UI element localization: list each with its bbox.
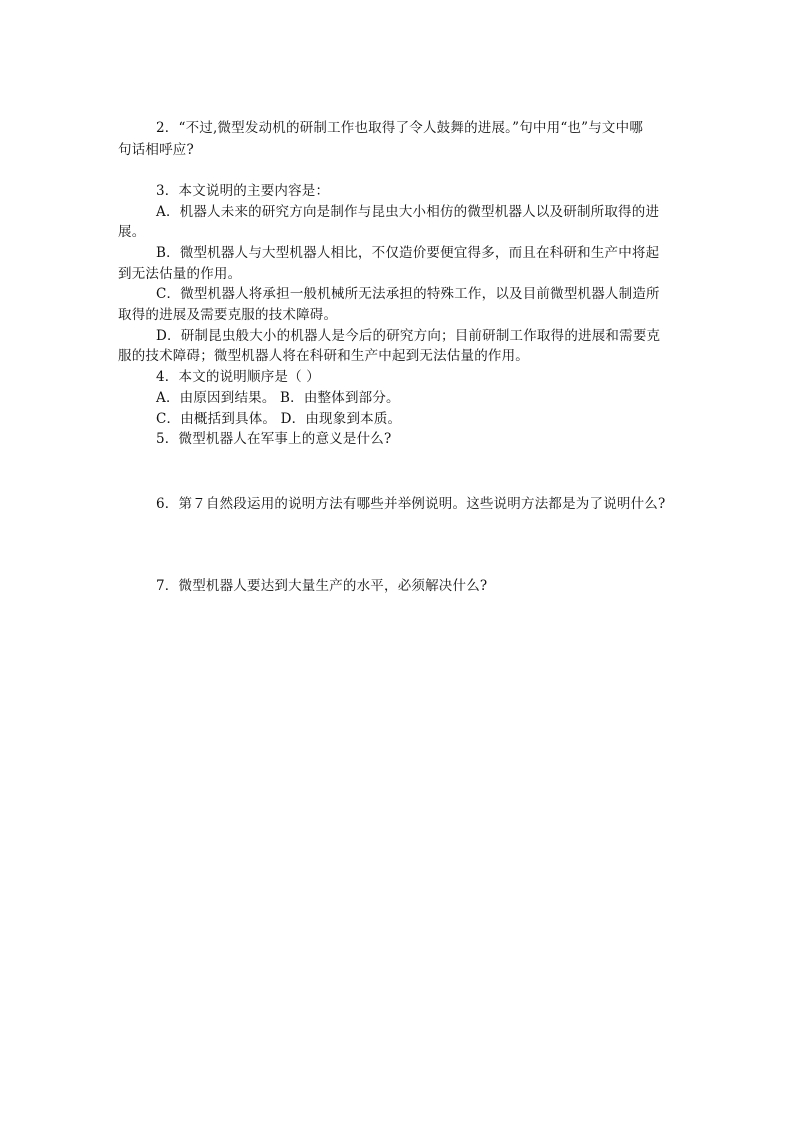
question-3-option-c-line-2: 取得的进展及需要克服的技术障碍。 [118,307,338,323]
question-3-title: 3．本文说明的主要内容是： [156,183,330,199]
question-6: 6．第７自然段运用的说明方法有哪些并举例说明。这些说明方法都是为了说明什么? [156,496,666,512]
question-4-options-a-b: A．由原因到结果。 B．由整体到部分。 [156,390,400,406]
question-3-option-d-line-2: 服的技术障碍；微型机器人将在科研和生产中起到无法估量的作用。 [118,348,529,364]
question-3-option-b-line-1: B．微型机器人与大型机器人相比，不仅造价要便宜得多，而且在科研和生产中将起 [156,245,660,261]
question-3-option-d-line-1: D．研制昆虫般大小的机器人是今后的研究方向；目前研制工作取得的进展和需要克 [156,328,661,344]
question-2-line-1: 2．“不过,微型发动机的研制工作也取得了令人鼓舞的进展。”句中用“也”与文中哪 [156,120,644,136]
question-3-option-a-line-2: 展。 [118,224,146,240]
question-3-option-a-line-1: A．机器人未来的研究方向是制作与昆虫大小相仿的微型机器人以及研制所取得的进 [156,204,660,220]
question-3-option-c-line-1: C．微型机器人将承担一般机械所无法承担的特殊工作，以及目前微型机器人制造所 [156,286,660,302]
question-4-title: 4．本文的说明顺序是（ ） [156,369,320,385]
question-2-line-2: 句话相呼应? [118,142,194,158]
question-7: 7．微型机器人要达到大量生产的水平，必须解决什么? [156,578,488,594]
question-3-option-b-line-2: 到无法估量的作用。 [118,266,242,282]
question-5: 5．微型机器人在军事上的意义是什么? [156,431,392,447]
question-4-options-c-d: C．由概括到具体。 D．由现象到本质。 [156,411,402,427]
